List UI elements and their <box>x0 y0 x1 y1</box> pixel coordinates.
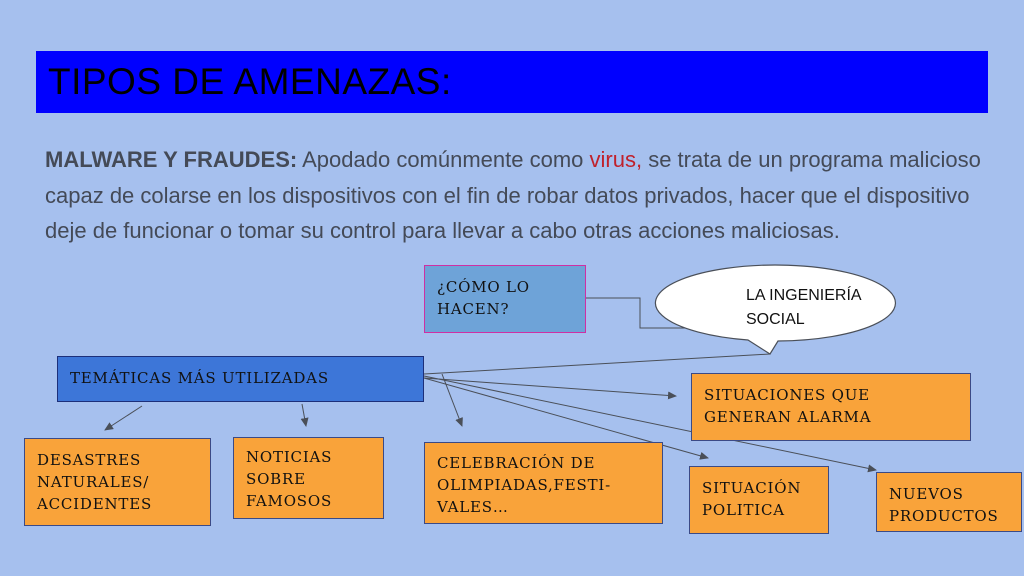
topic-situaciones-alarma: SITUACIONES QUE GENERAN ALARMA <box>691 373 971 441</box>
topic-nuevos-productos: NUEVOS PRODUCTOS <box>876 472 1022 532</box>
topic-celebracion: CELEBRACIÓN DE OLIMPIADAS,FESTI-VALES… <box>424 442 663 524</box>
body-part-2: se trata de un programa malicioso capaz de colarse en los dispositivos con el fin de robar datos privados, hacer que el dispositivo deje de funcionar o tomar su control para llevar a cabo otras acciones maliciosas. <box>45 147 981 243</box>
question-box: ¿CÓMO LO HACEN? <box>424 265 586 333</box>
topic-desastres: DESASTRES NATURALES/ ACCIDENTES <box>24 438 211 526</box>
arrow-noticias <box>302 404 306 426</box>
body-part-1: Apodado comúnmente como <box>297 147 590 172</box>
arrow-desastres <box>105 406 142 430</box>
hub-box: TEMÁTICAS MÁS UTILIZADAS <box>57 356 424 402</box>
slide-title: TIPOS DE AMENAZAS: <box>48 61 452 102</box>
hub-callout-line <box>424 354 770 374</box>
arrow-situaciones <box>424 378 676 396</box>
topic-situacion-politica: SITUACIÓN POLITICA <box>689 466 829 534</box>
body-virus-word: virus, <box>589 147 643 172</box>
body-lead: MALWARE Y FRAUDES: <box>45 147 298 172</box>
topic-noticias: NOTICIAS SOBRE FAMOSOS <box>233 437 384 519</box>
callout-text: LA INGENIERÍA SOCIAL <box>746 287 861 328</box>
